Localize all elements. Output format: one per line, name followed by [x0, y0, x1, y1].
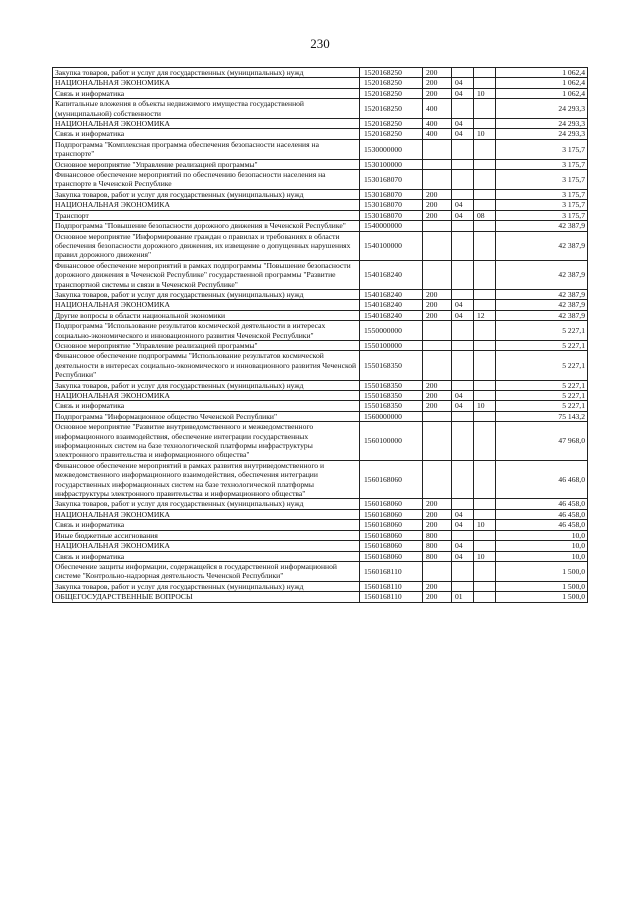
row-section-cell: [452, 499, 474, 509]
table-row: [53, 340, 588, 350]
row-code-cell: 1560168060: [360, 530, 423, 540]
table-row: [53, 411, 588, 421]
row-code-cell: 1520168250: [360, 119, 423, 129]
row-amount-cell: 75 143,2: [496, 411, 588, 421]
row-code-cell: 1550000000: [360, 321, 423, 341]
row-section-cell: [452, 260, 474, 289]
row-section-cell: 04: [452, 401, 474, 411]
table-row: [53, 541, 588, 551]
row-section-cell: [452, 231, 474, 260]
table-row: [53, 551, 588, 561]
table-row: [53, 310, 588, 320]
row-section-cell: [452, 289, 474, 299]
row-code-cell: 1520168250: [360, 78, 423, 88]
row-subsection-cell: 10: [474, 401, 496, 411]
table-row: [53, 200, 588, 210]
row-name-cell: Подпрограмма "Использование результатов космической деятельности в интересах социально-экономического и инновационного развития Чеченской Республики": [53, 321, 360, 341]
table-row: [53, 509, 588, 519]
row-subsection-cell: [474, 411, 496, 421]
table-row: [53, 499, 588, 509]
table-row: [53, 351, 588, 380]
row-code-cell: 1540168240: [360, 300, 423, 310]
table-row: [53, 380, 588, 390]
table-row: [53, 520, 588, 530]
row-amount-cell: 3 175,7: [496, 210, 588, 220]
row-section-cell: 04: [452, 88, 474, 98]
row-expense-type-cell: 800: [423, 541, 452, 551]
row-amount-cell: 46 458,0: [496, 499, 588, 509]
row-name-cell: Закупка товаров, работ и услуг для государственных (муниципальных) нужд: [53, 189, 360, 199]
table-row: [53, 260, 588, 289]
row-section-cell: 01: [452, 592, 474, 602]
row-name-cell: Подпрограмма "Повышение безопасности дорожного движения в Чеченской Республике": [53, 221, 360, 231]
row-name-cell: Финансовое обеспечение подпрограммы "Использование результатов космической деятельности в интересах социально-экономического и инновационного развития Чеченской Республики": [53, 351, 360, 380]
row-name-cell: Основное мероприятие "Управление реализацией программы": [53, 159, 360, 169]
row-subsection-cell: [474, 289, 496, 299]
row-section-cell: 04: [452, 200, 474, 210]
row-section-cell: [452, 189, 474, 199]
row-subsection-cell: 12: [474, 310, 496, 320]
row-section-cell: 04: [452, 210, 474, 220]
row-expense-type-cell: 200: [423, 189, 452, 199]
row-amount-cell: 42 387,9: [496, 260, 588, 289]
row-code-cell: 1520168250: [360, 88, 423, 98]
row-section-cell: [452, 99, 474, 119]
row-code-cell: 1530168070: [360, 170, 423, 190]
row-expense-type-cell: [423, 260, 452, 289]
row-subsection-cell: [474, 170, 496, 190]
row-expense-type-cell: 200: [423, 520, 452, 530]
row-amount-cell: 10,0: [496, 530, 588, 540]
row-code-cell: 1560168060: [360, 541, 423, 551]
row-amount-cell: 10,0: [496, 541, 588, 551]
row-subsection-cell: [474, 300, 496, 310]
row-subsection-cell: 10: [474, 88, 496, 98]
row-section-cell: [452, 460, 474, 499]
row-section-cell: [452, 340, 474, 350]
row-code-cell: 1540168240: [360, 289, 423, 299]
row-subsection-cell: [474, 581, 496, 591]
row-amount-cell: 1 500,0: [496, 561, 588, 581]
row-name-cell: Закупка товаров, работ и услуг для государственных (муниципальных) нужд: [53, 581, 360, 591]
row-expense-type-cell: 200: [423, 210, 452, 220]
row-amount-cell: 1 500,0: [496, 592, 588, 602]
row-name-cell: НАЦИОНАЛЬНАЯ ЭКОНОМИКА: [53, 300, 360, 310]
row-subsection-cell: [474, 200, 496, 210]
table-row: [53, 99, 588, 119]
table-row: [53, 68, 588, 78]
row-name-cell: Финансовое обеспечение мероприятий по обеспечению безопасности населения на транспорте в Чеченской Республике: [53, 170, 360, 190]
row-subsection-cell: [474, 78, 496, 88]
row-code-cell: 1530168070: [360, 200, 423, 210]
row-subsection-cell: [474, 189, 496, 199]
budget-table: [52, 67, 588, 603]
row-section-cell: 04: [452, 541, 474, 551]
row-expense-type-cell: 200: [423, 310, 452, 320]
row-code-cell: 1560168110: [360, 592, 423, 602]
row-name-cell: Капитальные вложения в объекты недвижимого имущества государственной (муниципальной) собственности: [53, 99, 360, 119]
row-subsection-cell: [474, 119, 496, 129]
row-amount-cell: 5 227,1: [496, 351, 588, 380]
row-section-cell: 04: [452, 391, 474, 401]
table-row: [53, 78, 588, 88]
row-code-cell: 1550168350: [360, 391, 423, 401]
page-number: 230: [310, 36, 330, 51]
row-expense-type-cell: 200: [423, 78, 452, 88]
row-subsection-cell: [474, 221, 496, 231]
row-section-cell: [452, 159, 474, 169]
row-amount-cell: 10,0: [496, 551, 588, 561]
row-expense-type-cell: 200: [423, 401, 452, 411]
row-name-cell: НАЦИОНАЛЬНАЯ ЭКОНОМИКА: [53, 391, 360, 401]
row-subsection-cell: [474, 380, 496, 390]
table-row: [53, 129, 588, 139]
row-name-cell: Основное мероприятие "Развитие внутриведомственного и межведомственного информационного взаимодействия, обеспечение интеграции государственных информационных систем на базе технологической платформы инфраструктуры электронного правительства и информационного общества": [53, 422, 360, 461]
row-subsection-cell: [474, 422, 496, 461]
row-name-cell: НАЦИОНАЛЬНАЯ ЭКОНОМИКА: [53, 200, 360, 210]
table-row: [53, 581, 588, 591]
row-subsection-cell: [474, 592, 496, 602]
row-name-cell: Закупка товаров, работ и услуг для государственных (муниципальных) нужд: [53, 289, 360, 299]
row-code-cell: 1540168240: [360, 310, 423, 320]
row-subsection-cell: [474, 499, 496, 509]
row-section-cell: 04: [452, 300, 474, 310]
row-expense-type-cell: 200: [423, 499, 452, 509]
row-expense-type-cell: 800: [423, 530, 452, 540]
row-section-cell: [452, 170, 474, 190]
row-expense-type-cell: 400: [423, 119, 452, 129]
row-subsection-cell: 10: [474, 520, 496, 530]
row-subsection-cell: [474, 260, 496, 289]
table-row: [53, 231, 588, 260]
row-code-cell: 1560168110: [360, 561, 423, 581]
row-section-cell: 04: [452, 551, 474, 561]
row-section-cell: [452, 581, 474, 591]
row-expense-type-cell: 200: [423, 581, 452, 591]
row-amount-cell: 1 062,4: [496, 88, 588, 98]
row-code-cell: 1520168250: [360, 129, 423, 139]
row-code-cell: 1560000000: [360, 411, 423, 421]
row-code-cell: 1540100000: [360, 231, 423, 260]
row-expense-type-cell: 200: [423, 592, 452, 602]
row-expense-type-cell: 400: [423, 129, 452, 139]
row-section-cell: 04: [452, 119, 474, 129]
row-code-cell: 1530168070: [360, 210, 423, 220]
table-row: [53, 159, 588, 169]
row-amount-cell: 5 227,1: [496, 321, 588, 341]
row-code-cell: 1540000000: [360, 221, 423, 231]
row-name-cell: Подпрограмма "Информационное общество Чеченской Республики": [53, 411, 360, 421]
row-name-cell: Связь и информатика: [53, 520, 360, 530]
budget-table-body: [53, 68, 588, 603]
table-row: [53, 561, 588, 581]
row-section-cell: [452, 561, 474, 581]
row-subsection-cell: 10: [474, 551, 496, 561]
row-section-cell: 04: [452, 78, 474, 88]
row-subsection-cell: [474, 460, 496, 499]
row-code-cell: 1560168060: [360, 509, 423, 519]
row-expense-type-cell: [423, 422, 452, 461]
row-name-cell: Иные бюджетные ассигнования: [53, 530, 360, 540]
table-row: [53, 391, 588, 401]
row-amount-cell: 3 175,7: [496, 189, 588, 199]
row-expense-type-cell: 800: [423, 551, 452, 561]
row-name-cell: Обеспечение защиты информации, содержащейся в государственной информационной системе "Контрольно-надзорная деятельность Чеченской Республики": [53, 561, 360, 581]
row-subsection-cell: [474, 561, 496, 581]
row-code-cell: 1550100000: [360, 340, 423, 350]
row-expense-type-cell: [423, 321, 452, 341]
row-name-cell: Закупка товаров, работ и услуг для государственных (муниципальных) нужд: [53, 380, 360, 390]
row-section-cell: 04: [452, 520, 474, 530]
row-amount-cell: 5 227,1: [496, 340, 588, 350]
row-expense-type-cell: [423, 139, 452, 159]
table-row: [53, 139, 588, 159]
row-name-cell: Основное мероприятие "Информирование граждан о правилах и требованиях в области обеспечения безопасности дорожного движения, их извещение о допущенных нарушениях правил дорожного движения": [53, 231, 360, 260]
row-amount-cell: 46 458,0: [496, 509, 588, 519]
row-code-cell: 1520168250: [360, 68, 423, 78]
row-expense-type-cell: 200: [423, 391, 452, 401]
row-name-cell: Связь и информатика: [53, 551, 360, 561]
row-amount-cell: 42 387,9: [496, 221, 588, 231]
row-expense-type-cell: 200: [423, 300, 452, 310]
row-expense-type-cell: 200: [423, 509, 452, 519]
row-amount-cell: 42 387,9: [496, 300, 588, 310]
row-subsection-cell: [474, 321, 496, 341]
row-amount-cell: 47 968,0: [496, 422, 588, 461]
row-subsection-cell: [474, 159, 496, 169]
row-section-cell: [452, 139, 474, 159]
table-row: [53, 321, 588, 341]
row-code-cell: 1550168350: [360, 401, 423, 411]
table-row: [53, 119, 588, 129]
row-name-cell: Транспорт: [53, 210, 360, 220]
row-name-cell: Финансовое обеспечение мероприятий в рамках подпрограммы "Повышение безопасности дорожного движения в Чеченской Республике" государственной программы "Развитие транспортной системы и связи в Чеченской Республике": [53, 260, 360, 289]
row-code-cell: 1560168060: [360, 460, 423, 499]
row-name-cell: Подпрограмма "Комплексная программа обеспечения безопасности населения на транспорте": [53, 139, 360, 159]
row-section-cell: [452, 411, 474, 421]
row-name-cell: Связь и информатика: [53, 129, 360, 139]
row-amount-cell: 24 293,3: [496, 119, 588, 129]
row-code-cell: 1530000000: [360, 139, 423, 159]
row-amount-cell: 5 227,1: [496, 401, 588, 411]
row-code-cell: 1550168350: [360, 380, 423, 390]
table-row: [53, 170, 588, 190]
table-row: [53, 88, 588, 98]
row-code-cell: 1550168350: [360, 351, 423, 380]
table-row: [53, 592, 588, 602]
row-section-cell: [452, 380, 474, 390]
row-amount-cell: 3 175,7: [496, 159, 588, 169]
row-expense-type-cell: [423, 231, 452, 260]
row-section-cell: 04: [452, 310, 474, 320]
row-name-cell: НАЦИОНАЛЬНАЯ ЭКОНОМИКА: [53, 509, 360, 519]
row-subsection-cell: [474, 530, 496, 540]
row-expense-type-cell: [423, 561, 452, 581]
table-row: [53, 189, 588, 199]
row-amount-cell: 1 062,4: [496, 68, 588, 78]
table-row: [53, 300, 588, 310]
row-amount-cell: 3 175,7: [496, 200, 588, 210]
row-section-cell: [452, 68, 474, 78]
row-subsection-cell: [474, 391, 496, 401]
row-expense-type-cell: 200: [423, 289, 452, 299]
row-name-cell: НАЦИОНАЛЬНАЯ ЭКОНОМИКА: [53, 119, 360, 129]
row-section-cell: [452, 422, 474, 461]
row-subsection-cell: [474, 231, 496, 260]
row-expense-type-cell: 200: [423, 68, 452, 78]
row-expense-type-cell: [423, 159, 452, 169]
table-row: [53, 401, 588, 411]
row-expense-type-cell: 200: [423, 88, 452, 98]
row-amount-cell: 42 387,9: [496, 231, 588, 260]
row-code-cell: 1560168060: [360, 551, 423, 561]
row-code-cell: 1520168250: [360, 99, 423, 119]
row-expense-type-cell: [423, 221, 452, 231]
row-name-cell: Другие вопросы в области национальной экономики: [53, 310, 360, 320]
row-subsection-cell: [474, 68, 496, 78]
row-name-cell: НАЦИОНАЛЬНАЯ ЭКОНОМИКА: [53, 78, 360, 88]
row-expense-type-cell: [423, 460, 452, 499]
row-amount-cell: 42 387,9: [496, 289, 588, 299]
row-expense-type-cell: [423, 351, 452, 380]
row-amount-cell: 24 293,3: [496, 99, 588, 119]
row-amount-cell: 46 458,0: [496, 520, 588, 530]
row-name-cell: НАЦИОНАЛЬНАЯ ЭКОНОМИКА: [53, 541, 360, 551]
table-row: [53, 460, 588, 499]
row-expense-type-cell: [423, 340, 452, 350]
row-section-cell: [452, 221, 474, 231]
row-code-cell: 1530168070: [360, 189, 423, 199]
row-name-cell: ОБЩЕГОСУДАРСТВЕННЫЕ ВОПРОСЫ: [53, 592, 360, 602]
row-subsection-cell: [474, 509, 496, 519]
row-code-cell: 1560168060: [360, 499, 423, 509]
row-amount-cell: 3 175,7: [496, 170, 588, 190]
table-row: [53, 422, 588, 461]
table-row: [53, 530, 588, 540]
row-amount-cell: 46 468,0: [496, 460, 588, 499]
row-subsection-cell: 10: [474, 129, 496, 139]
table-row: [53, 221, 588, 231]
row-expense-type-cell: [423, 170, 452, 190]
row-code-cell: 1540168240: [360, 260, 423, 289]
row-code-cell: 1530100000: [360, 159, 423, 169]
row-expense-type-cell: 200: [423, 200, 452, 210]
table-row: [53, 289, 588, 299]
row-name-cell: Связь и информатика: [53, 88, 360, 98]
row-amount-cell: 1 062,4: [496, 78, 588, 88]
row-code-cell: 1560168110: [360, 581, 423, 591]
row-subsection-cell: [474, 99, 496, 119]
row-expense-type-cell: [423, 411, 452, 421]
row-subsection-cell: [474, 351, 496, 380]
row-name-cell: Закупка товаров, работ и услуг для государственных (муниципальных) нужд: [53, 499, 360, 509]
row-name-cell: Финансовое обеспечение мероприятий в рамках развития внутриведомственного и межведомственного информационного взаимодействия, обеспечения интеграции государственных информационных систем на базе технологической платформы инфраструктуры электронного правительства и информационного общества": [53, 460, 360, 499]
row-name-cell: Связь и информатика: [53, 401, 360, 411]
row-subsection-cell: [474, 139, 496, 159]
row-code-cell: 1560100000: [360, 422, 423, 461]
row-section-cell: [452, 530, 474, 540]
row-amount-cell: 3 175,7: [496, 139, 588, 159]
row-name-cell: Закупка товаров, работ и услуг для государственных (муниципальных) нужд: [53, 68, 360, 78]
row-section-cell: [452, 351, 474, 380]
row-subsection-cell: [474, 340, 496, 350]
row-amount-cell: 24 293,3: [496, 129, 588, 139]
row-amount-cell: 1 500,0: [496, 581, 588, 591]
row-amount-cell: 5 227,1: [496, 391, 588, 401]
row-subsection-cell: [474, 541, 496, 551]
row-section-cell: [452, 321, 474, 341]
row-expense-type-cell: 400: [423, 99, 452, 119]
row-section-cell: 04: [452, 129, 474, 139]
row-subsection-cell: 08: [474, 210, 496, 220]
row-name-cell: Основное мероприятие "Управление реализацией программы": [53, 340, 360, 350]
row-amount-cell: 42 387,9: [496, 310, 588, 320]
table-row: [53, 210, 588, 220]
row-code-cell: 1560168060: [360, 520, 423, 530]
row-expense-type-cell: 200: [423, 380, 452, 390]
row-section-cell: 04: [452, 509, 474, 519]
row-amount-cell: 5 227,1: [496, 380, 588, 390]
